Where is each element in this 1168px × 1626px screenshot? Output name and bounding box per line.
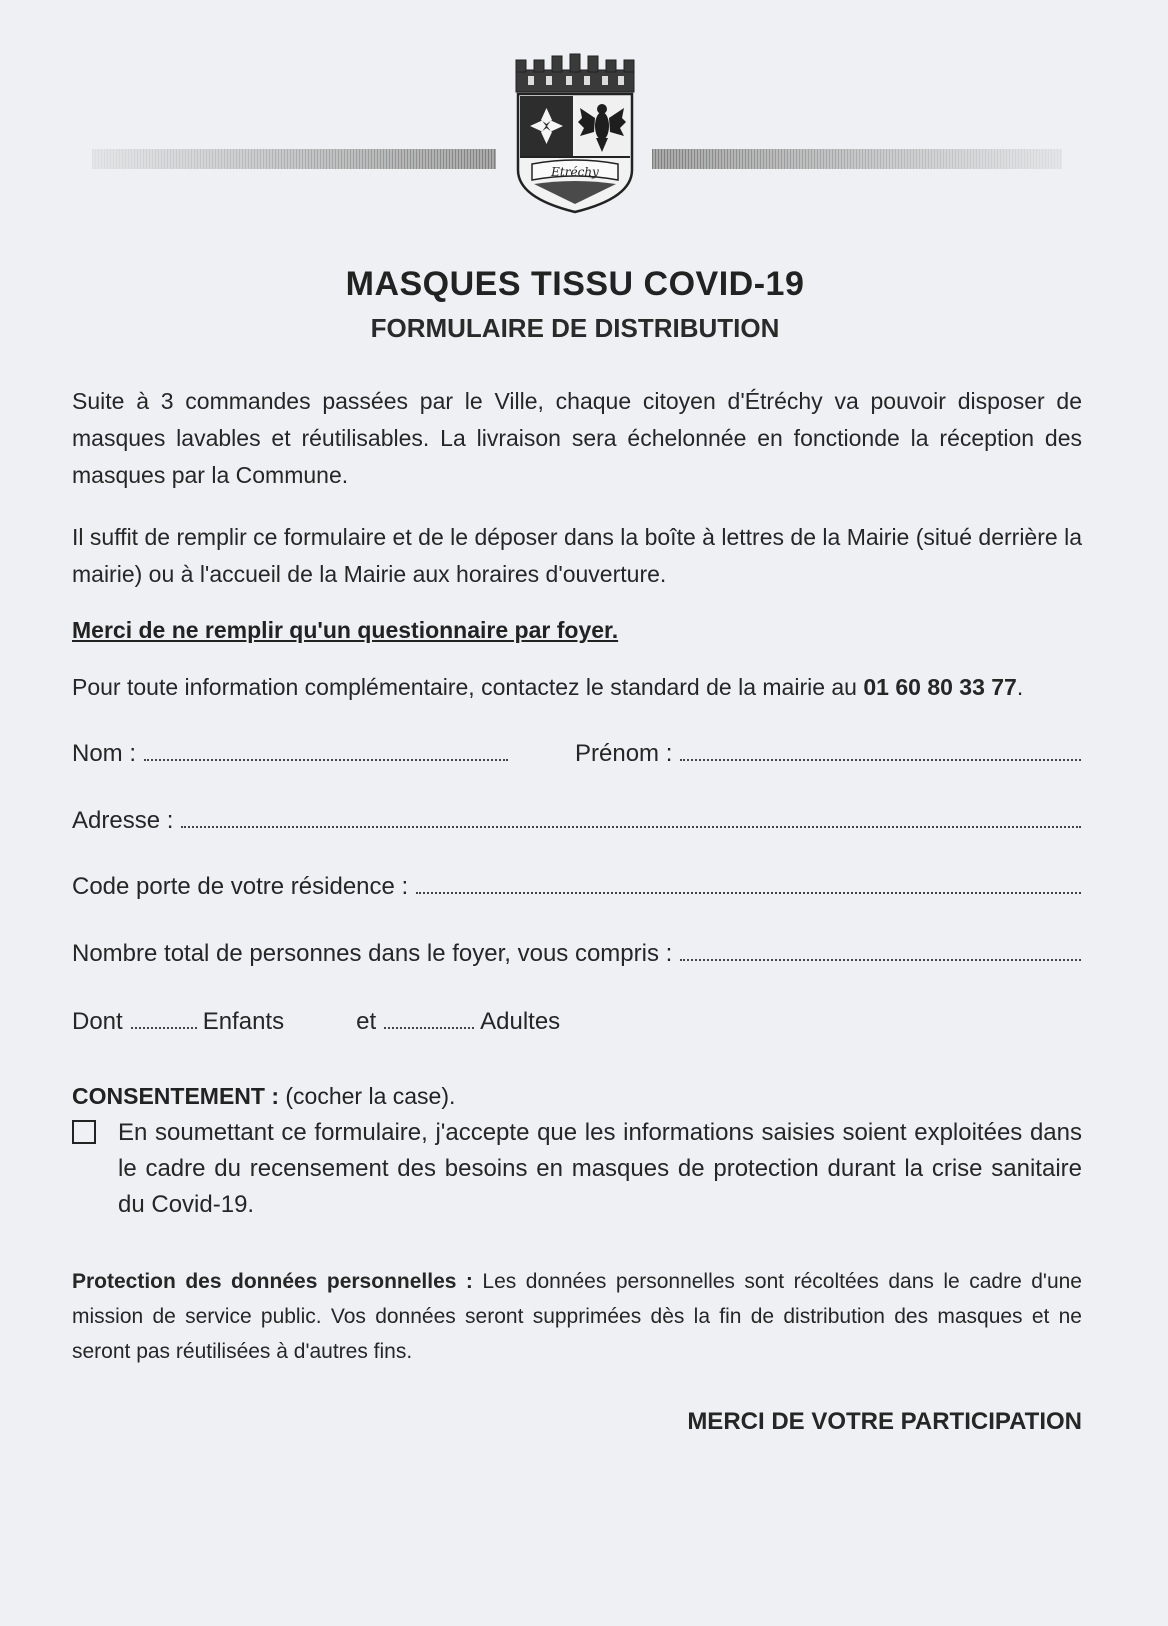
contact-text: Pour toute information complémentaire, contactez le standard de la mairie au xyxy=(72,674,864,700)
adultes-count-blank[interactable] xyxy=(384,1023,474,1029)
contact-line xyxy=(72,674,1023,701)
contact-phone: 01 60 80 33 77 xyxy=(863,674,1017,700)
nombre-personnes-label: Nombre total de personnes dans le foyer, vous compris : xyxy=(72,940,673,967)
header-band-left xyxy=(92,149,496,169)
nombre-personnes-field[interactable] xyxy=(72,940,1081,968)
one-form-per-household-notice: Merci de ne remplir qu'un questionnaire par foyer. xyxy=(72,617,619,643)
consent-text: En soumettant ce formulaire, j'accepte que les informations saisies soient exploitées dans le cadre du recensement des besoins en masques de protection durant la crise sanitaire du Covid-19. xyxy=(118,1119,1082,1218)
adresse-field[interactable] xyxy=(72,807,1081,835)
adultes-label: Adultes xyxy=(480,1008,561,1035)
consent-title: CONSENTEMENT : xyxy=(72,1083,279,1109)
header-band-right xyxy=(652,149,1062,169)
data-protection-title: Protection des données personnelles : xyxy=(72,1270,473,1293)
nom-dotted-line[interactable] xyxy=(144,755,508,761)
code-porte-label: Code porte de votre résidence : xyxy=(72,873,409,900)
nom-label: Nom : xyxy=(72,740,137,767)
adresse-label: Adresse : xyxy=(72,807,174,834)
et-label: et xyxy=(356,1008,377,1035)
town-crest-logo xyxy=(504,52,646,216)
prenom-label: Prénom : xyxy=(575,740,673,767)
nombre-personnes-dotted-line[interactable] xyxy=(680,955,1081,961)
enfants-count-blank[interactable] xyxy=(131,1023,197,1029)
code-porte-field[interactable] xyxy=(72,873,1081,901)
data-protection-paragraph xyxy=(72,1264,1082,1369)
page-title: MASQUES TISSU COVID-19 xyxy=(345,265,805,303)
consent-heading xyxy=(72,1083,455,1110)
data-protection-text: Les données personnelles sont récoltées dans le cadre d'une mission de service public. Vos données seront supprimées dès la fin de distribution des masques et ne seront pas réutilisées à d'autres fins. xyxy=(72,1270,1082,1363)
code-porte-dotted-line[interactable] xyxy=(416,888,1081,894)
consent-title-note: (cocher la case). xyxy=(279,1083,456,1109)
nom-field[interactable] xyxy=(72,740,508,768)
dont-label: Dont xyxy=(72,1008,123,1035)
enfants-label: Enfants xyxy=(202,1008,285,1035)
page-subtitle: FORMULAIRE DE DISTRIBUTION xyxy=(370,313,780,343)
adresse-dotted-line[interactable] xyxy=(181,822,1081,828)
crest-label: Etréchy xyxy=(551,165,599,179)
intro-paragraph-1: Suite à 3 commandes passées par le Ville, chaque citoyen d'Étréchy va pouvoir disposer de masques lavables et réutilisables. La livraison sera échelonnée en fonctionde la réception des masques par la Commune. xyxy=(72,388,1082,488)
intro-paragraph-2: Il suffit de remplir ce formulaire et de le déposer dans la boîte à lettres de la Mairie (situé derrière la mairie) ou à l'accueil de la Mairie aux horaires d'ouverture. xyxy=(72,524,1082,587)
consent-checkbox[interactable] xyxy=(72,1120,96,1144)
contact-end: . xyxy=(1016,674,1024,700)
prenom-dotted-line[interactable] xyxy=(680,755,1081,761)
dont-row xyxy=(72,1008,560,1036)
thanks-footer: MERCI DE VOTRE PARTICIPATION xyxy=(687,1408,1082,1435)
prenom-field[interactable] xyxy=(575,740,1081,768)
